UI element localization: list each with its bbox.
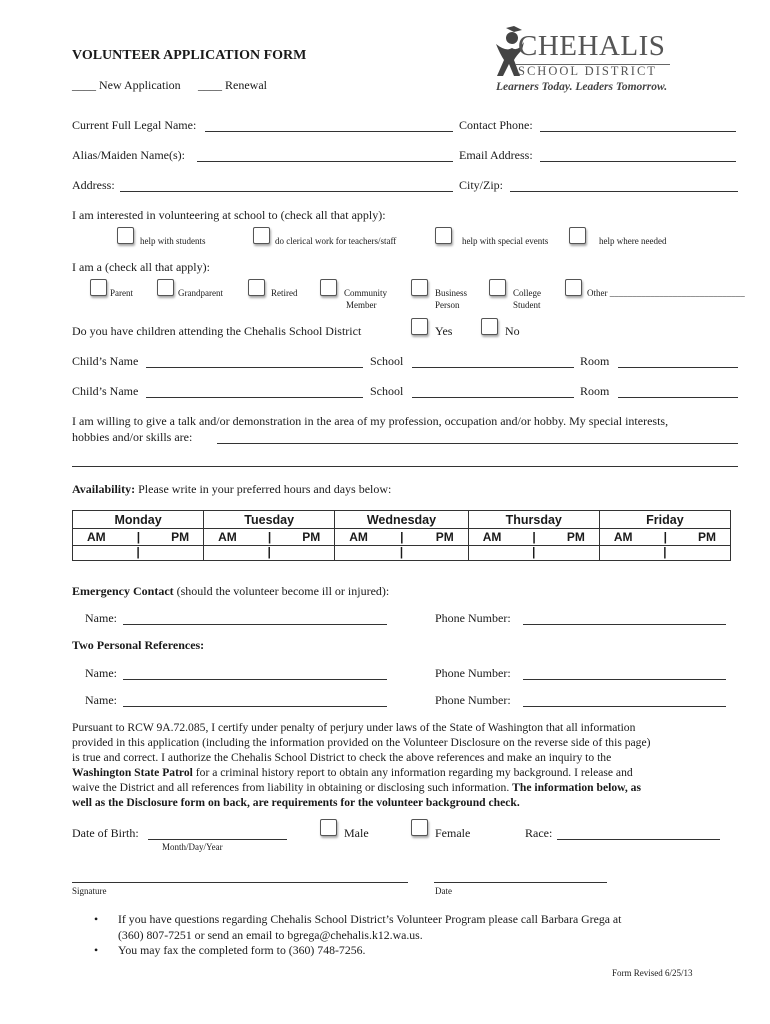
race-label: Race: [525,826,553,840]
iam-grandparent-checkbox[interactable] [157,279,174,296]
interest-events-checkbox[interactable] [435,227,452,244]
child-2-school-label: School [370,384,404,398]
wednesday-pm-label: PM [435,530,454,544]
availability-instructions: Please write in your preferred hours and days below: [138,482,392,496]
friday-hours-cell[interactable]: | [599,546,730,561]
monday-pm-label: PM [171,530,190,544]
child-1-room-label: Room [580,354,610,368]
emergency-note: (should the volunteer become ill or injured): [176,584,390,598]
reference-1-phone-field[interactable] [523,679,726,680]
child-1-school-field[interactable] [412,367,574,368]
day-thursday: Thursday [468,511,599,529]
iam-other-label[interactable]: Other ______________________________ [587,288,745,298]
references-label: Two Personal References: [72,638,205,652]
thursday-am-label: AM [482,530,502,544]
iam-retired-label: Retired [271,288,298,298]
reference-2-name-field[interactable] [123,706,387,707]
interest-students-label: help with students [140,236,206,246]
monday-am-label: AM [87,530,106,544]
day-monday: Monday [73,511,204,529]
iam-business-label-2: Person [435,300,460,310]
iam-business-label: Business [435,288,468,298]
alias-field[interactable] [197,161,453,162]
date-field[interactable] [434,882,607,883]
friday-am-label: AM [613,530,633,544]
form-revised: Form Revised 6/25/13 [612,968,693,978]
form-title: VOLUNTEER APPLICATION FORM [72,48,307,63]
interests-prompt: I am interested in volunteering at school to (check all that apply): [72,208,386,222]
reference-2-name-label: Name: [85,693,117,707]
full-name-field[interactable] [205,131,453,132]
interest-needed-label: help where needed [599,236,667,246]
tuesday-hours-cell[interactable]: | [204,546,335,561]
female-checkbox[interactable] [411,819,428,836]
emergency-label: Emergency Contact [72,584,174,598]
contact-phone-field[interactable] [540,131,736,132]
address-label: Address: [72,178,115,192]
talk-text-2: hobbies and/or skills are: [72,430,193,444]
date-label: Date [435,886,452,896]
availability-table: Monday Tuesday Wednesday Thursday Friday AM | PM AM | PM AM | PM AM | PM AM | PM | | | | | [72,510,731,561]
dob-hint: Month/Day/Year [162,842,223,852]
male-label: Male [344,826,369,840]
wednesday-hours-cell[interactable]: | [335,546,468,561]
emergency-heading [72,584,389,599]
contact-phone-label: Contact Phone: [459,118,533,132]
day-tuesday: Tuesday [204,511,335,529]
signature-field[interactable] [72,882,408,883]
friday-pm-label: PM [698,530,716,544]
reference-1-name-label: Name: [85,666,117,680]
monday-hours-cell[interactable]: | [73,546,204,561]
children-no-checkbox[interactable] [481,318,498,335]
new-application-option[interactable]: ____ New Application [72,78,181,92]
reference-1-name-field[interactable] [123,679,387,680]
children-no-label: No [505,324,520,338]
talk-text: I am willing to give a talk and/or demonstration in the area of my profession, occupation and/or hobby. My special interests, [72,414,669,428]
availability-heading [72,482,391,497]
child-1-name-field[interactable] [146,367,363,368]
logo-tagline: Learners Today. Leaders Tomorrow. [496,81,668,93]
iam-college-label: College [513,288,541,298]
child-2-school-field[interactable] [412,397,574,398]
tuesday-pm-label: PM [302,530,321,544]
emergency-name-field[interactable] [123,624,387,625]
children-yes-checkbox[interactable] [411,318,428,335]
cityzip-label: City/Zip: [459,178,504,192]
children-yes-label: Yes [435,324,453,338]
iam-prompt: I am a (check all that apply): [72,260,210,274]
iam-college-checkbox[interactable] [489,279,506,296]
child-2-name-label: Child’s Name [72,384,139,398]
list-item: • If you have questions regarding Chehalis School District’s Volunteer Program please call Barbara Grega at (360) 807-7251 or send an email to bgrega@chehalis.k12.wa.us. [92,912,722,943]
female-label: Female [435,826,471,840]
day-friday: Friday [599,511,730,529]
renewal-option[interactable]: ____ Renewal [198,78,267,92]
emergency-name-label: Name: [85,611,117,625]
talk-field-2[interactable] [72,466,738,467]
child-1-school-label: School [370,354,404,368]
email-label: Email Address: [459,148,533,162]
child-2-room-label: Room [580,384,610,398]
reference-2-phone-field[interactable] [523,706,726,707]
email-field[interactable] [540,161,736,162]
dob-field[interactable] [148,839,287,840]
availability-label: Availability: [72,482,136,496]
iam-parent-label: Parent [110,288,133,298]
race-field[interactable] [557,839,720,840]
alias-label: Alias/Maiden Name(s): [72,148,185,162]
thursday-hours-cell[interactable]: | [468,546,599,561]
child-2-room-field[interactable] [618,397,738,398]
tuesday-am-label: AM [218,530,237,544]
emergency-phone-label: Phone Number: [435,611,511,625]
reference-1-phone-label: Phone Number: [435,666,511,680]
logo-name: CHEHALIS [518,30,666,62]
interest-events-label: help with special events [462,236,549,246]
list-item: • You may fax the completed form to (360) 748-7256. [92,943,722,959]
reference-2-phone-label: Phone Number: [435,693,511,707]
interest-students-checkbox[interactable] [117,227,134,244]
signature-label: Signature [72,886,107,896]
district-logo [488,24,688,100]
iam-retired-checkbox[interactable] [248,279,265,296]
child-2-name-field[interactable] [146,397,363,398]
iam-community-checkbox[interactable] [320,279,337,296]
iam-other-checkbox[interactable] [565,279,582,296]
cityzip-field[interactable] [510,191,738,192]
thursday-pm-label: PM [566,530,585,544]
iam-parent-checkbox[interactable] [90,279,107,296]
interest-clerical-checkbox[interactable] [253,227,270,244]
interest-needed-checkbox[interactable] [569,227,586,244]
day-wednesday: Wednesday [335,511,468,529]
child-1-room-field[interactable] [618,367,738,368]
contact-info-list [92,912,722,959]
iam-community-label-2: Member [346,300,377,310]
iam-grandparent-label: Grandparent [178,288,223,298]
dob-label: Date of Birth: [72,826,139,840]
talk-field-1[interactable] [217,443,738,444]
child-1-name-label: Child’s Name [72,354,139,368]
address-field[interactable] [120,191,453,192]
emergency-phone-field[interactable] [523,624,726,625]
logo-subtitle: SCHOOL DISTRICT [518,64,657,78]
iam-business-checkbox[interactable] [411,279,428,296]
iam-community-label: Community [344,288,388,298]
children-question: Do you have children attending the Chehalis School District [72,324,362,338]
full-name-label: Current Full Legal Name: [72,118,197,132]
wednesday-am-label: AM [349,530,368,544]
certification-text: Pursuant to RCW 9A.72.085, I certify under penalty of perjury under laws of the State of Washington that all information provided in this application (including the information provided on the Volunteer Disclosure on the reverse side of this page) is true and correct. I authorize the Chehalis School District to check the above references and make an inquiry to the Washington State Patrol for a criminal history report to obtain any information regarding my background. I release and waive the District and all references from liability in obtaining or disclosing such information. The information below, as well as the Disclosure form on back, are requirements for the volunteer background check. [72,721,651,809]
iam-college-label-2: Student [513,300,541,310]
male-checkbox[interactable] [320,819,337,836]
interest-clerical-label: do clerical work for teachers/staff [275,236,397,246]
